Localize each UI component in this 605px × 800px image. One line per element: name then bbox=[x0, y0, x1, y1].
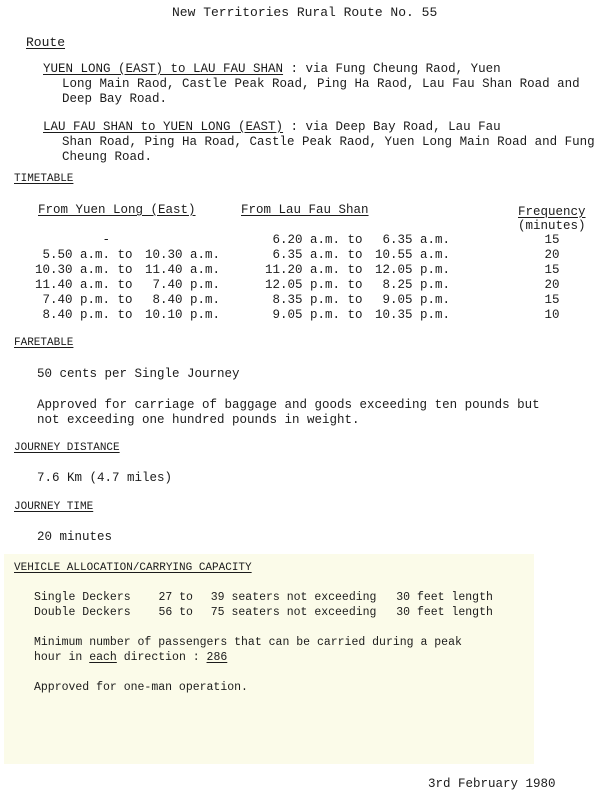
journey-distance-heading: JOURNEY DISTANCE bbox=[14, 442, 120, 454]
timetable-cell-yl-to: to bbox=[117, 262, 133, 277]
fare-text: 50 cents per Single Journey bbox=[37, 367, 240, 381]
timetable-cell-lfs-end: 12.05 p.m. bbox=[374, 262, 450, 277]
timetable-cell-lfs-to: to bbox=[347, 292, 363, 307]
journey-distance-value: 7.6 Km (4.7 miles) bbox=[37, 471, 173, 485]
timetable-cell-lfs-end: 9.05 p.m. bbox=[382, 292, 450, 307]
timetable-spacer bbox=[220, 232, 264, 247]
baggage-note: Approved for carriage of baggage and goods exceeding ten pounds but not exceeding one hundred pounds in weight. bbox=[37, 398, 540, 427]
timetable-row bbox=[30, 307, 572, 322]
single-to-word: to bbox=[179, 591, 193, 604]
timetable-cell-lfs-to: to bbox=[347, 247, 363, 262]
timetable-cell-lfs-start: 12.05 p.m. bbox=[264, 277, 340, 292]
double-from: 56 bbox=[158, 606, 173, 619]
single-to: 39 bbox=[210, 591, 225, 604]
single-type: Single Deckers bbox=[34, 591, 131, 604]
timetable-spacer bbox=[450, 292, 532, 307]
route-inbound-via-rest: Shan Road, Ping Ha Road, Castle Peak Raod, Yuen Long Main Road and Fung Cheung Road. bbox=[62, 135, 595, 164]
timetable-cell-lfs-to: to bbox=[347, 262, 363, 277]
journey-time-value: 20 minutes bbox=[37, 530, 113, 544]
timetable-cell-lfs-start: 6.35 a.m. bbox=[272, 247, 340, 262]
peak-text-2a: hour in bbox=[34, 651, 90, 664]
timetable-cell-yl-start: 5.50 a.m. bbox=[42, 247, 110, 262]
timetable-heading: TIMETABLE bbox=[14, 173, 74, 185]
timetable-row bbox=[30, 247, 572, 262]
timetable-cell-yl-start: 8.40 p.m. bbox=[42, 307, 110, 322]
timetable-cell-freq: 15 bbox=[544, 232, 560, 247]
peak-text-2 bbox=[34, 650, 227, 665]
timetable-cell-lfs-end: 6.35 a.m. bbox=[382, 232, 450, 247]
timetable-cell-yl-to: to bbox=[117, 247, 133, 262]
single-unit: feet length bbox=[416, 591, 493, 604]
timetable-spacer bbox=[450, 232, 532, 247]
single-deckers-row bbox=[34, 590, 493, 605]
double-type: Double Deckers bbox=[34, 606, 131, 619]
timetable-cell-lfs-end: 10.55 a.m. bbox=[374, 247, 450, 262]
timetable-spacer bbox=[220, 247, 264, 262]
timetable-spacer bbox=[220, 277, 264, 292]
route-inbound-via: : via Deep Bay Road, Lau Fau bbox=[283, 120, 501, 134]
single-length: 30 bbox=[396, 591, 411, 604]
timetable-cell-yl-start: 10.30 a.m. bbox=[34, 262, 110, 277]
timetable-cell-yl-to: to bbox=[117, 292, 133, 307]
double-to-word: to bbox=[179, 606, 193, 619]
timetable-cell-yl-end: 8.40 p.m. bbox=[152, 292, 220, 307]
timetable-cell-freq: 20 bbox=[544, 247, 560, 262]
col-from-yuen-long: From Yuen Long (East) bbox=[38, 203, 196, 217]
route-inbound-line1 bbox=[43, 120, 501, 135]
timetable-cell-lfs-to: to bbox=[347, 232, 363, 247]
peak-each: each bbox=[89, 651, 117, 664]
timetable-spacer bbox=[220, 292, 264, 307]
route-outbound-line1 bbox=[43, 62, 501, 77]
timetable-cell-yl-start: 7.40 p.m. bbox=[42, 292, 110, 307]
single-text: seaters not exceeding bbox=[231, 591, 377, 604]
route-heading: Route bbox=[26, 35, 66, 50]
timetable-spacer bbox=[450, 262, 532, 277]
timetable-cell-yl-end bbox=[140, 232, 220, 247]
route-outbound-name: YUEN LONG (EAST) to LAU FAU SHAN bbox=[43, 62, 284, 76]
timetable-row bbox=[30, 262, 572, 277]
double-length: 30 bbox=[396, 606, 411, 619]
timetable-cell-lfs-to: to bbox=[347, 277, 363, 292]
col-frequency: Frequency bbox=[518, 205, 586, 219]
timetable-cell-yl-to bbox=[110, 232, 140, 247]
journey-time-heading: JOURNEY TIME bbox=[14, 501, 94, 513]
timetable-cell-yl-end: 10.10 p.m. bbox=[144, 307, 220, 322]
timetable bbox=[30, 232, 572, 322]
peak-text-1: Minimum number of passengers that can be carried during a peak bbox=[34, 636, 462, 649]
double-to: 75 bbox=[210, 606, 225, 619]
timetable-cell-lfs-start: 9.05 p.m. bbox=[272, 307, 340, 322]
col-from-lau-fau-shan: From Lau Fau Shan bbox=[241, 203, 369, 217]
timetable-spacer bbox=[450, 307, 532, 322]
timetable-spacer bbox=[450, 247, 532, 262]
timetable-cell-lfs-end: 8.25 p.m. bbox=[382, 277, 450, 292]
timetable-spacer bbox=[220, 262, 264, 277]
double-unit: feet length bbox=[416, 606, 493, 619]
timetable-spacer bbox=[220, 307, 264, 322]
timetable-cell-lfs-start: 8.35 p.m. bbox=[272, 292, 340, 307]
page-title: New Territories Rural Route No. 55 bbox=[172, 5, 438, 20]
faretable-heading: FARETABLE bbox=[14, 337, 74, 349]
timetable-cell-freq: 15 bbox=[544, 262, 560, 277]
peak-value: 286 bbox=[206, 651, 228, 664]
timetable-cell-lfs-to: to bbox=[347, 307, 363, 322]
route-outbound-via-rest: Long Main Raod, Castle Peak Road, Ping Ha Raod, Lau Fau Shan Road and Deep Bay Road. bbox=[62, 77, 580, 106]
route-inbound-name: LAU FAU SHAN to YUEN LONG (EAST) bbox=[43, 120, 284, 134]
double-deckers-row bbox=[34, 605, 493, 620]
timetable-cell-freq: 15 bbox=[544, 292, 560, 307]
timetable-spacer bbox=[450, 277, 532, 292]
timetable-cell-lfs-end: 10.35 p.m. bbox=[374, 307, 450, 322]
timetable-cell-yl-start: - bbox=[102, 232, 110, 247]
timetable-cell-freq: 10 bbox=[544, 307, 560, 322]
single-from: 27 bbox=[158, 591, 173, 604]
timetable-cell-freq: 20 bbox=[544, 277, 560, 292]
timetable-cell-lfs-start: 6.20 a.m. bbox=[272, 232, 340, 247]
timetable-cell-lfs-start: 11.20 a.m. bbox=[264, 262, 340, 277]
double-text: seaters not exceeding bbox=[231, 606, 377, 619]
col-frequency-unit: (minutes) bbox=[518, 219, 586, 233]
timetable-cell-yl-end: 11.40 a.m. bbox=[144, 262, 220, 277]
timetable-row bbox=[30, 277, 572, 292]
timetable-cell-yl-end: 7.40 p.m. bbox=[152, 277, 220, 292]
one-man-operation: Approved for one-man operation. bbox=[34, 681, 248, 694]
timetable-row bbox=[30, 292, 572, 307]
timetable-cell-yl-to: to bbox=[117, 277, 133, 292]
document-date: 3rd February 1980 bbox=[428, 777, 556, 791]
timetable-cell-yl-start: 11.40 a.m. bbox=[34, 277, 110, 292]
peak-text-2b: direction : bbox=[116, 651, 207, 664]
route-outbound-via: : via Fung Cheung Raod, Yuen bbox=[283, 62, 501, 76]
timetable-cell-yl-to: to bbox=[117, 307, 133, 322]
timetable-row bbox=[30, 232, 572, 247]
timetable-cell-yl-end: 10.30 a.m. bbox=[144, 247, 220, 262]
vehicle-allocation-heading: VEHICLE ALLOCATION/CARRYING CAPACITY bbox=[14, 562, 252, 574]
